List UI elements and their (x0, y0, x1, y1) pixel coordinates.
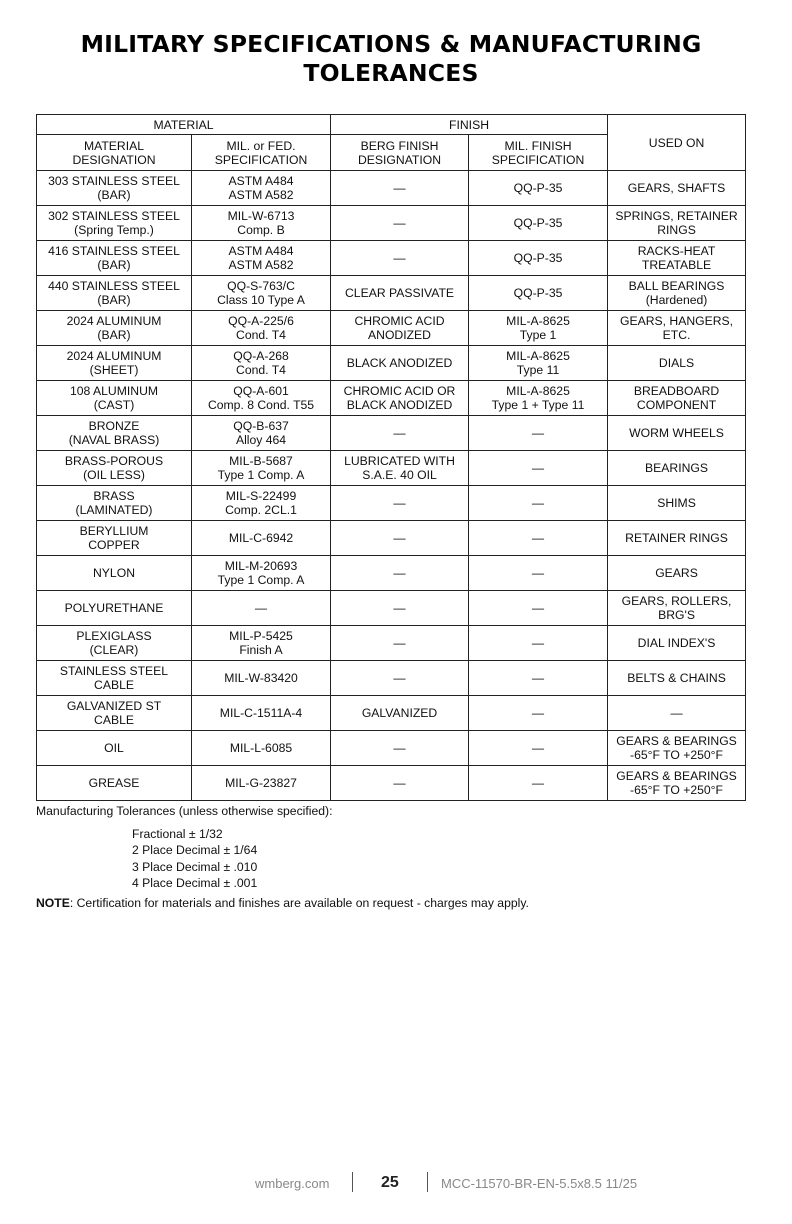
cell-line: BRASS-POROUS (64, 454, 164, 468)
cell-line: RETAINER RINGS (625, 531, 728, 545)
mil-finish-cell (469, 346, 608, 381)
cell-line: GALVANIZED (361, 706, 438, 720)
cell-line: (BAR) (97, 258, 131, 272)
cell-line: Alloy 464 (235, 433, 287, 447)
cell-line: Cond. T4 (236, 328, 286, 342)
material-cell (37, 766, 192, 801)
cell-line: COMPONENT (636, 398, 717, 412)
berg-finish-cell (331, 696, 469, 731)
tolerance-item: Fractional ± 1/32 (132, 827, 223, 841)
cell-line: 440 STAINLESS STEEL (48, 279, 180, 293)
specification-cell (192, 416, 331, 451)
material-cell (37, 521, 192, 556)
cell-line: QQ-S-763/C (227, 279, 295, 293)
cell-line: — (531, 566, 545, 580)
cell-line: -65°F TO +250°F (630, 748, 724, 762)
used-on-cell (608, 661, 746, 696)
cell-line: STAINLESS STEEL (59, 664, 169, 678)
tolerances-heading: Manufacturing Tolerances (unless otherwise specified): (36, 804, 333, 818)
table-row (37, 416, 746, 451)
cell-line: 303 STAINLESS STEEL (48, 174, 180, 188)
cell-line: — (531, 496, 545, 510)
footer-divider (352, 1172, 353, 1192)
cell-line: QQ-P-35 (513, 181, 563, 195)
table-row (37, 486, 746, 521)
cell-line: GEARS, SHAFTS (627, 181, 726, 195)
certification-note (36, 896, 529, 910)
cell-line: MIL-B-5687 (229, 454, 293, 468)
mil-finish-cell (469, 381, 608, 416)
cell-line: (Hardened) (645, 293, 708, 307)
material-cell (37, 591, 192, 626)
cell-line: BREADBOARD (633, 384, 720, 398)
cell-line: CABLE (94, 678, 134, 692)
cell-line: QQ-P-35 (513, 286, 563, 300)
header-line: SPECIFICATION (214, 152, 308, 167)
berg-finish-cell (331, 731, 469, 766)
specification-cell (192, 696, 331, 731)
used-on-cell (608, 591, 746, 626)
specification-cell (192, 591, 331, 626)
mil-finish-cell (469, 766, 608, 801)
cell-line: BRG'S (658, 608, 695, 622)
cell-line: — (393, 181, 406, 195)
cell-line: LUBRICATED WITH (344, 454, 455, 468)
specification-cell (192, 451, 331, 486)
material-cell (37, 626, 192, 661)
cell-line: QQ-B-637 (233, 419, 289, 433)
cell-line: ASTM A484 (228, 174, 294, 188)
specification-cell (192, 766, 331, 801)
cell-line: POLYURETHANE (64, 601, 164, 615)
used-on-cell (608, 346, 746, 381)
cell-line: ASTM A582 (228, 258, 294, 272)
cell-line: MIL-G-23827 (225, 776, 297, 790)
used-on-cell (608, 451, 746, 486)
cell-line: DIAL INDEX'S (637, 636, 716, 650)
material-cell (37, 696, 192, 731)
specifications-table (36, 114, 746, 801)
cell-line: CHROMIC ACID OR (343, 384, 456, 398)
cell-line: BLACK ANODIZED (346, 356, 453, 370)
cell-line: GEARS (655, 566, 698, 580)
note-text: : Certification for materials and finishes are available on request - charges may apply. (69, 896, 529, 910)
header-line: BERG FINISH (360, 138, 439, 153)
cell-line: 108 ALUMINUM (69, 384, 159, 398)
cell-line: — (393, 741, 406, 755)
cell-line: RACKS-HEAT (637, 244, 716, 258)
material-cell (37, 486, 192, 521)
mil-finish-cell (469, 486, 608, 521)
mil-finish-cell (469, 626, 608, 661)
cell-line: — (531, 706, 545, 720)
table-row (37, 241, 746, 276)
header-line: SPECIFICATION (491, 152, 585, 167)
cell-line: Type 1 + Type 11 (491, 398, 585, 412)
used-on-header: USED ON (608, 115, 746, 171)
berg-finish-cell (331, 766, 469, 801)
table-row (37, 381, 746, 416)
cell-line: SHIMS (657, 496, 696, 510)
cell-line: — (393, 496, 406, 510)
cell-line: QQ-A-225/6 (228, 314, 294, 328)
used-on-cell (608, 521, 746, 556)
cell-line: MIL-C-6942 (228, 531, 294, 545)
specification-cell (192, 206, 331, 241)
table-row (37, 661, 746, 696)
cell-line: MIL-S-22499 (225, 489, 297, 503)
cell-line: (SHEET) (89, 363, 139, 377)
cell-line: WORM WHEELS (629, 426, 724, 440)
berg-finish-cell (331, 591, 469, 626)
mil-finish-cell (469, 171, 608, 206)
specification-cell (192, 241, 331, 276)
berg-finish-header (331, 135, 469, 171)
table-body (37, 171, 746, 801)
cell-line: Type 11 (516, 363, 560, 377)
berg-finish-cell (331, 381, 469, 416)
cell-line: GEARS, HANGERS, (619, 314, 734, 328)
specification-header (192, 135, 331, 171)
cell-line: (Spring Temp.) (74, 223, 154, 237)
berg-finish-cell (331, 451, 469, 486)
cell-line: (OIL LESS) (83, 468, 145, 482)
cell-line: 416 STAINLESS STEEL (48, 244, 180, 258)
mil-finish-cell (469, 241, 608, 276)
cell-line: — (531, 601, 545, 615)
cell-line: (CLEAR) (89, 643, 139, 657)
mil-finish-cell (469, 731, 608, 766)
cell-line: — (531, 426, 545, 440)
cell-line: MIL-L-6085 (229, 741, 293, 755)
cell-line: (LAMINATED) (75, 503, 153, 517)
table-row (37, 591, 746, 626)
cell-line: QQ-A-268 (233, 349, 289, 363)
cell-line: — (531, 671, 545, 685)
berg-finish-cell (331, 556, 469, 591)
specification-cell (192, 661, 331, 696)
mil-finish-cell (469, 451, 608, 486)
page-title (36, 30, 746, 88)
berg-finish-cell (331, 626, 469, 661)
mil-finish-cell (469, 521, 608, 556)
footer-website: wmberg.com (255, 1176, 330, 1191)
material-cell (37, 241, 192, 276)
specification-cell (192, 626, 331, 661)
material-cell (37, 206, 192, 241)
used-on-cell (608, 731, 746, 766)
cell-line: — (393, 671, 406, 685)
cell-line: — (393, 531, 406, 545)
material-cell (37, 661, 192, 696)
cell-line: MIL-W-83420 (224, 671, 298, 685)
berg-finish-cell (331, 171, 469, 206)
specification-cell (192, 346, 331, 381)
used-on-cell (608, 766, 746, 801)
table-row (37, 206, 746, 241)
cell-line: TREATABLE (641, 258, 712, 272)
table-row (37, 346, 746, 381)
cell-line: (BAR) (97, 293, 131, 307)
table-row (37, 766, 746, 801)
used-on-cell (608, 206, 746, 241)
note-label: NOTE (36, 896, 70, 910)
cell-line: BEARINGS (645, 461, 709, 475)
material-cell (37, 416, 192, 451)
cell-line: 2024 ALUMINUM (66, 349, 162, 363)
cell-line: DIALS (658, 356, 695, 370)
cell-line: CLEAR PASSIVATE (344, 286, 455, 300)
used-on-cell (608, 626, 746, 661)
used-on-cell (608, 241, 746, 276)
cell-line: GEARS & BEARINGS (616, 734, 737, 748)
used-on-cell (608, 556, 746, 591)
table-row (37, 521, 746, 556)
cell-line: — (531, 461, 545, 475)
table-row (37, 696, 746, 731)
mil-finish-cell (469, 206, 608, 241)
berg-finish-cell (331, 521, 469, 556)
table-row (37, 276, 746, 311)
material-designation-header (37, 135, 192, 171)
mil-finish-cell (469, 416, 608, 451)
used-on-cell (608, 486, 746, 521)
header-line: DESIGNATION (72, 152, 156, 167)
berg-finish-cell (331, 206, 469, 241)
cell-line: — (393, 426, 406, 440)
berg-finish-cell (331, 276, 469, 311)
cell-line: Comp. 8 Cond. T55 (207, 398, 315, 412)
used-on-cell (608, 416, 746, 451)
cell-line: RINGS (657, 223, 696, 237)
cell-line: ETC. (662, 328, 691, 342)
specification-cell (192, 171, 331, 206)
cell-line: GEARS & BEARINGS (616, 769, 737, 783)
used-on-cell (608, 311, 746, 346)
tolerance-item: 3 Place Decimal ± .010 (132, 859, 258, 874)
tolerances-list (132, 826, 257, 891)
mil-finish-cell (469, 591, 608, 626)
cell-line: BLACK ANODIZED (346, 398, 453, 412)
specification-cell (192, 521, 331, 556)
cell-line: Finish A (239, 643, 283, 657)
cell-line: OIL (104, 741, 124, 755)
cell-line: Type 1 Comp. A (217, 468, 305, 482)
table-row (37, 451, 746, 486)
cell-line: Comp. B (237, 223, 285, 237)
mil-finish-cell (469, 661, 608, 696)
specification-cell (192, 311, 331, 346)
material-cell (37, 556, 192, 591)
cell-line: Cond. T4 (236, 363, 286, 377)
finish-group-header: FINISH (331, 115, 608, 135)
cell-line: MIL-A-8625 (506, 349, 570, 363)
material-cell (37, 451, 192, 486)
specification-cell (192, 731, 331, 766)
header-line: MATERIAL (83, 138, 145, 153)
cell-line: (CAST) (93, 398, 135, 412)
used-on-cell (608, 171, 746, 206)
cell-line: CABLE (94, 713, 134, 727)
material-cell (37, 731, 192, 766)
header-line: DESIGNATION (357, 152, 442, 167)
cell-line: Class 10 Type A (217, 293, 305, 307)
cell-line: MIL-A-8625 (506, 314, 570, 328)
cell-line: MIL-M-20693 (224, 559, 298, 573)
cell-line: Type 1 (519, 328, 557, 342)
group-header-row (37, 115, 746, 135)
tolerance-item: 4 Place Decimal ± .001 (132, 875, 258, 890)
cell-line: 2024 ALUMINUM (66, 314, 162, 328)
cell-line: NYLON (93, 566, 135, 580)
mil-finish-cell (469, 556, 608, 591)
cell-line: -65°F TO +250°F (630, 783, 724, 797)
berg-finish-cell (331, 311, 469, 346)
cell-line: QQ-A-601 (233, 384, 289, 398)
cell-line: ASTM A582 (228, 188, 294, 202)
table-row (37, 311, 746, 346)
specification-cell (192, 486, 331, 521)
cell-line: — (670, 706, 683, 720)
material-cell (37, 276, 192, 311)
cell-line: CHROMIC ACID (354, 314, 445, 328)
cell-line: BERYLLIUM (79, 524, 149, 538)
cell-line: QQ-P-35 (513, 216, 563, 230)
berg-finish-cell (331, 486, 469, 521)
mil-finish-header (469, 135, 608, 171)
cell-line: Type 1 Comp. A (217, 573, 305, 587)
berg-finish-cell (331, 661, 469, 696)
berg-finish-cell (331, 241, 469, 276)
page-title-line-1: MILITARY SPECIFICATIONS & MANUFACTURING (80, 30, 702, 58)
footer-divider (427, 1172, 428, 1192)
table-row (37, 556, 746, 591)
material-cell (37, 346, 192, 381)
used-on-cell (608, 276, 746, 311)
cell-line: — (393, 776, 406, 790)
table-row (37, 731, 746, 766)
tolerance-item: 2 Place Decimal ± 1/64 (132, 843, 258, 858)
mil-finish-cell (469, 276, 608, 311)
cell-line: MIL-W-6713 (227, 209, 295, 223)
cell-line: ASTM A484 (228, 244, 294, 258)
cell-line: PLEXIGLASS (76, 629, 152, 643)
cell-line: Comp. 2CL.1 (225, 503, 297, 517)
cell-line: — (531, 741, 545, 755)
cell-line: — (393, 251, 406, 265)
page-footer (0, 1170, 792, 1196)
cell-line: ANODIZED (368, 328, 431, 342)
cell-line: S.A.E. 40 OIL (362, 468, 437, 482)
cell-line: — (531, 776, 545, 790)
table-row (37, 171, 746, 206)
cell-line: — (254, 601, 268, 615)
cell-line: — (393, 601, 406, 615)
cell-line: — (393, 216, 406, 230)
footer-document-code: MCC-11570-BR-EN-5.5x8.5 11/25 (441, 1176, 638, 1191)
specification-cell (192, 381, 331, 416)
cell-line: (BAR) (97, 328, 131, 342)
mil-finish-cell (469, 311, 608, 346)
specification-cell (192, 276, 331, 311)
cell-line: (NAVAL BRASS) (68, 433, 160, 447)
berg-finish-cell (331, 346, 469, 381)
cell-line: GEARS, ROLLERS, (621, 594, 732, 608)
berg-finish-cell (331, 416, 469, 451)
used-on-cell (608, 381, 746, 416)
cell-line: — (393, 636, 406, 650)
cell-line: — (531, 636, 545, 650)
cell-line: MIL-A-8625 (506, 384, 570, 398)
cell-line: 302 STAINLESS STEEL (48, 209, 180, 223)
cell-line: SPRINGS, RETAINER (615, 209, 738, 223)
cell-line: BELTS & CHAINS (627, 671, 726, 685)
cell-line: — (531, 531, 545, 545)
cell-line: COPPER (88, 538, 140, 552)
page-number: 25 (381, 1174, 399, 1191)
cell-line: BALL BEARINGS (628, 279, 725, 293)
material-cell (37, 381, 192, 416)
header-line: MIL. FINISH (504, 138, 572, 153)
cell-line: MIL-C-1511A-4 (219, 706, 303, 720)
page-title-line-2: TOLERANCES (303, 59, 479, 87)
cell-line: MIL-P-5425 (229, 629, 293, 643)
used-on-cell (608, 696, 746, 731)
cell-line: (BAR) (97, 188, 131, 202)
cell-line: — (393, 566, 406, 580)
mil-finish-cell (469, 696, 608, 731)
material-group-header: MATERIAL (37, 115, 331, 135)
header-line: MIL. or FED. (226, 138, 296, 153)
table-row (37, 626, 746, 661)
cell-line: GREASE (88, 776, 140, 790)
cell-line: BRONZE (88, 419, 140, 433)
cell-line: GALVANIZED ST (66, 699, 162, 713)
material-cell (37, 171, 192, 206)
cell-line: QQ-P-35 (513, 251, 563, 265)
specification-cell (192, 556, 331, 591)
material-cell (37, 311, 192, 346)
cell-line: BRASS (93, 489, 135, 503)
